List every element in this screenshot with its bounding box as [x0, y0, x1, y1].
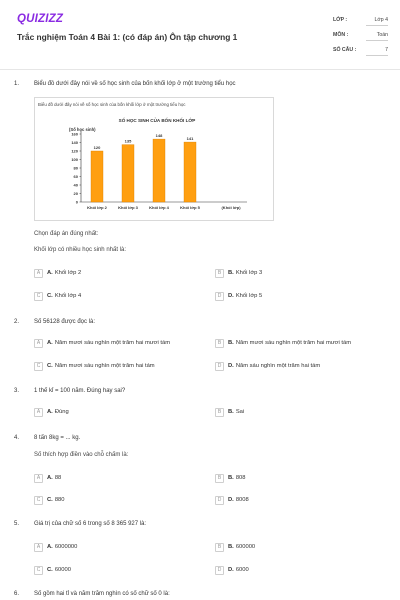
option-text: 600000 [235, 544, 256, 550]
option-key: D. [228, 567, 234, 573]
x-tick-label: Khối lớp 2 [87, 205, 107, 210]
y-tick-label: 0 [75, 199, 78, 205]
option-text: 6000 [235, 567, 249, 573]
option-key: C. [47, 497, 53, 503]
option-text: Năm mươi sáu nghìn một trăm hai mươi tám [235, 340, 352, 346]
q2-option-b[interactable] [215, 338, 351, 348]
option-text: Sai [235, 409, 245, 415]
quizizz-logo: QUIZIZZ [17, 13, 64, 25]
q2-option-d[interactable] [215, 361, 320, 371]
question-5-text: Giá trị của chữ số 6 trong số 8 365 927 là: [34, 521, 147, 527]
worksheet-title: Trắc nghiệm Toán 4 Bài 1: (có đáp án) Ôn tập chương 1 [17, 32, 238, 42]
option-letter-box: C [34, 496, 43, 505]
q4-option-d[interactable] [215, 495, 249, 505]
y-tick-label: 20 [73, 190, 78, 196]
option-text: Năm sáu nghìn một trăm hai tám [235, 363, 321, 369]
option-text: Năm mươi sáu nghìn một trăm hai tám [54, 363, 155, 369]
option-letter-box: C [34, 292, 43, 301]
meta-value-count: 7 [366, 47, 388, 56]
student-count-chart [34, 97, 274, 221]
option-text: 88 [54, 475, 62, 481]
q5-option-c[interactable] [34, 565, 71, 575]
meta-value-subject: Toán [366, 32, 388, 41]
q1-option-c[interactable] [34, 291, 81, 301]
question-3-text: 1 thế kỉ = 100 năm. Đúng hay sai? [34, 388, 126, 394]
question-2-number: 2. [14, 319, 20, 325]
option-text: 60000 [54, 567, 71, 573]
option-letter-box: B [215, 408, 224, 417]
option-text: 8008 [235, 497, 249, 503]
option-letter-box: A [34, 543, 43, 552]
worksheet-header [0, 0, 400, 70]
bar [184, 142, 196, 202]
question-3-number: 3. [14, 388, 20, 394]
y-tick-label: 100 [71, 156, 78, 162]
y-tick-label: 60 [73, 173, 78, 179]
option-key: C. [47, 363, 53, 369]
option-letter-box: A [34, 474, 43, 483]
option-letter-box: B [215, 269, 224, 278]
meta-label-class: LỚP : [333, 17, 348, 23]
question-1-subprompt: Khối lớp có nhiều học sinh nhất là: [34, 247, 126, 253]
option-key: B. [228, 270, 234, 276]
question-1-prompt: Chọn đáp án đúng nhất: [34, 231, 99, 237]
meta-label-count: SỐ CÂU : [333, 47, 357, 53]
q1-option-b[interactable] [215, 268, 262, 278]
q2-option-c[interactable] [34, 361, 155, 371]
x-tick-label: Khối lớp 3 [118, 205, 138, 210]
option-key: B. [228, 475, 234, 481]
q5-option-a[interactable] [34, 542, 77, 552]
question-5-number: 5. [14, 521, 20, 527]
option-key: A. [47, 340, 53, 346]
x-tick-label: Khối lớp 4 [149, 205, 169, 210]
question-4-subprompt: Số thích hợp điền vào chỗ chấm là: [34, 452, 129, 458]
question-1-text: Biểu đồ dưới đây nói về số học sinh của bốn khối lớp ở một trường tiểu học [34, 81, 236, 87]
option-key: D. [228, 363, 234, 369]
chart-caption: Biểu đồ dưới đây nói về số học sinh của bốn khối lớp ở một trường tiểu học [38, 102, 186, 107]
option-letter-box: C [34, 566, 43, 575]
option-text: Năm mươi sáu nghìn một trăm hai mươi tám [54, 340, 171, 346]
option-text: 808 [235, 475, 246, 481]
question-1-number: 1. [14, 81, 20, 87]
question-2-text: Số 56128 được đọc là: [34, 319, 95, 325]
option-key: C. [47, 293, 53, 299]
option-letter-box: D [215, 292, 224, 301]
q1-option-d[interactable] [215, 291, 262, 301]
y-tick-label: 40 [73, 182, 78, 188]
data-label: 141 [186, 136, 194, 142]
option-key: C. [47, 567, 53, 573]
option-key: D. [228, 293, 234, 299]
option-text: Khối lớp 2 [54, 270, 82, 276]
meta-value-class: Lớp 4 [366, 17, 388, 26]
x-tick-label: Khối lớp 5 [180, 205, 200, 210]
option-key: B. [228, 544, 234, 550]
option-key: A. [47, 544, 53, 550]
data-label: 135 [124, 138, 132, 144]
y-tick-label: 140 [71, 139, 78, 145]
option-key: D. [228, 497, 234, 503]
question-6-text: Số gồm hai tỉ và năm trăm nghìn có số chữ số 0 là: [34, 591, 170, 597]
meta-label-subject: MÔN : [333, 32, 349, 38]
q2-option-a[interactable] [34, 338, 170, 348]
option-text: 880 [54, 497, 65, 503]
option-letter-box: A [34, 339, 43, 348]
option-text: Đúng [54, 409, 69, 415]
chart-title: SỐ HỌC SINH CỦA BỐN KHỐI LỚP [118, 118, 196, 123]
q5-option-b[interactable] [215, 542, 255, 552]
q4-option-a[interactable] [34, 473, 61, 483]
question-4-number: 4. [14, 435, 20, 441]
q3-option-a[interactable] [34, 407, 69, 417]
option-letter-box: B [215, 339, 224, 348]
bar [153, 139, 165, 202]
bar-chart [35, 98, 275, 222]
bar [91, 151, 103, 202]
q1-option-a[interactable] [34, 268, 81, 278]
option-letter-box: C [34, 362, 43, 371]
option-letter-box: D [215, 496, 224, 505]
x-axis-label: (Khối lớp) [221, 205, 241, 210]
y-tick-label: 160 [71, 131, 78, 137]
y-tick-label: 80 [73, 165, 78, 171]
option-letter-box: A [34, 408, 43, 417]
bar [122, 145, 134, 202]
option-letter-box: D [215, 566, 224, 575]
option-letter-box: D [215, 362, 224, 371]
q4-option-b[interactable] [215, 473, 245, 483]
data-label: 120 [93, 145, 101, 150]
option-text: 6000000 [54, 544, 78, 550]
option-text: Khối lớp 4 [54, 293, 82, 299]
option-letter-box: B [215, 543, 224, 552]
option-key: A. [47, 475, 53, 481]
option-text: Khối lớp 5 [235, 293, 263, 299]
option-text: Khối lớp 3 [235, 270, 263, 276]
data-label: 148 [155, 133, 163, 139]
y-axis-label: (Số học sinh) [69, 127, 96, 132]
q3-option-b[interactable] [215, 407, 244, 417]
option-key: A. [47, 270, 53, 276]
y-tick-label: 120 [71, 148, 78, 154]
q4-option-c[interactable] [34, 495, 64, 505]
question-4-text: 8 tấn 8kg = ... kg. [34, 435, 81, 441]
option-key: A. [47, 409, 53, 415]
option-letter-box: B [215, 474, 224, 483]
option-letter-box: A [34, 269, 43, 278]
option-key: B. [228, 409, 234, 415]
option-key: B. [228, 340, 234, 346]
question-6-number: 6. [14, 591, 20, 597]
q5-option-d[interactable] [215, 565, 249, 575]
